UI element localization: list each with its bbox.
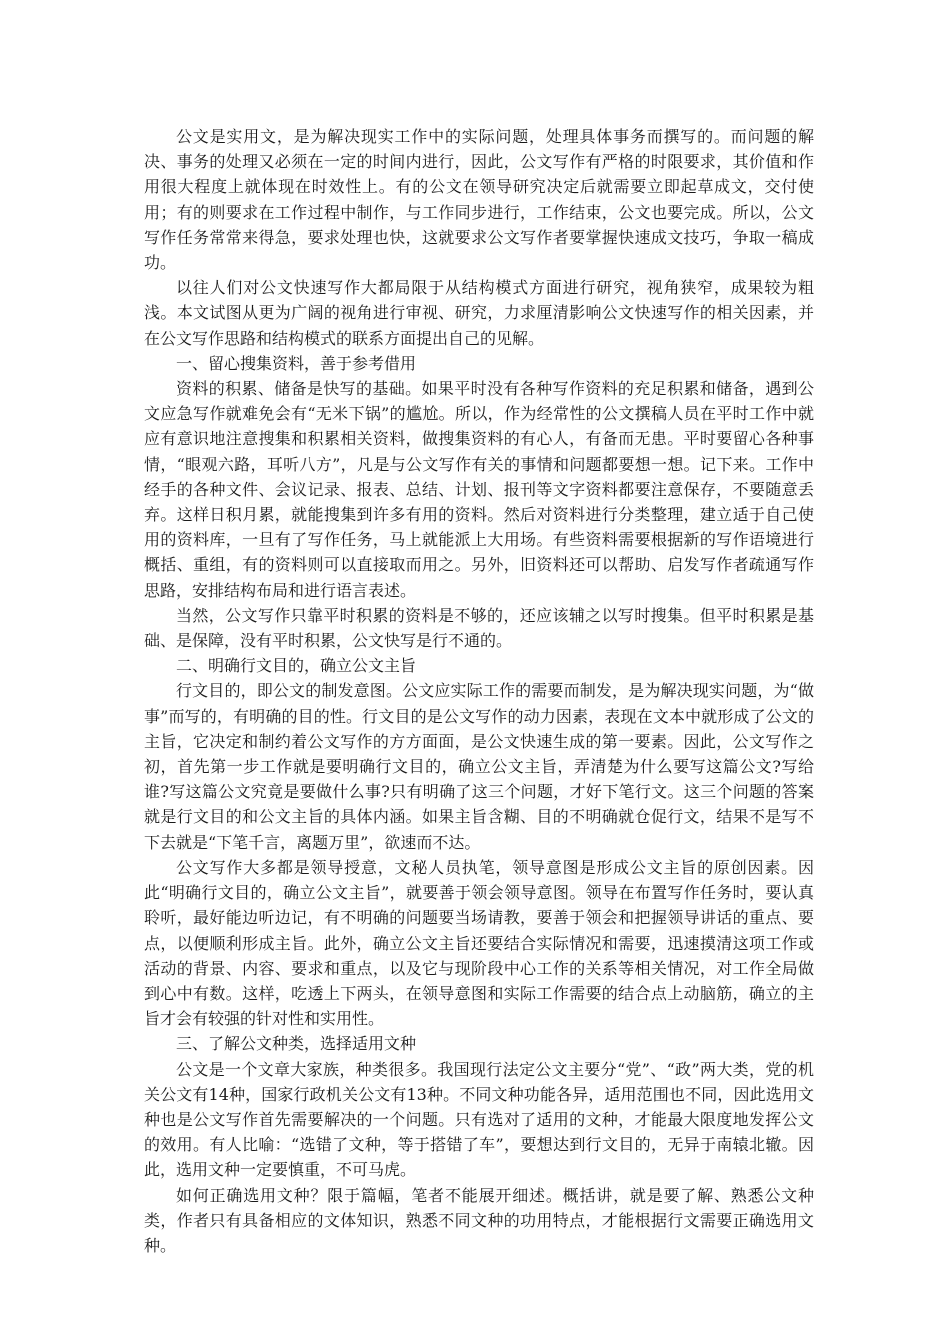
section-heading-1: 一、留心搜集资料，善于参考借用 [176, 353, 417, 373]
paragraph: 公文写作大多都是领导授意，文秘人员执笔，领导意图是形成公文主旨的原创因素。因此“明确行文目的，确立公文主旨”，就要善于领会领导意图。领导在布置写作任务时，要认真聆听，最好能边听边记，有不明确的问题要当场请教，要善于领会和把握领导讲话的重点、要点，以便顺利形成主旨。此外，确立公文主旨还要结合实际情况和需要，迅速摸清这项工作或活动的背景、内容、要求和重点，以及它与现阶段中心工作的关系等相关情况，对工作全局做到心中有数。这样，吃透上下两头，在领导意图和实际工作需要的结合点上动脑筋，确立的主旨才会有较强的针对性和实用性。 [144, 857, 814, 1029]
paragraph: 资料的积累、储备是快写的基础。如果平时没有各种写作资料的充足积累和储备，遇到公文应急写作就难免会有“无米下锅”的尴尬。所以，作为经常性的公文撰稿人员在平时工作中就应有意识地注意搜集和积累相关资料，做搜集资料的有心人，有备而无患。平时要留心各种事情，“眼观六路，耳听八方”，凡是与公文写作有关的事情和问题都要想一想。记下来。工作中经手的各种文件、会议记录、报表、总结、计划、报刊等文字资料都要注意保存，不要随意丢弃。这样日积月累，就能搜集到许多有用的资料。然后对资料进行分类整理，建立适于自己使用的资料库，一旦有了写作任务，马上就能派上大用场。有些资料需要根据新的写作语境进行概括、重组，有的资料则可以直接取而用之。另外，旧资料还可以帮助、启发写作者疏通写作思路，安排结构布局和进行语言表述。 [144, 379, 814, 600]
paragraph-intro: 公文是实用文，是为解决现实工作中的实际问题，处理具体事务而撰写的。而问题的解决、事务的处理又必须在一定的时间内进行，因此，公文写作有严格的时限要求，其价值和作用很大程度上就体现在时效性上。有的公文在领导研究决定后就需要立即起草成文，交付使用；有的则要求在工作过程中制作，与工作同步进行，工作结束，公文也要完成。所以，公文写作任务常常来得急，要求处理也快，这就要求公文写作者要掌握快速成文技巧，争取一稿成功。 [144, 127, 814, 273]
section-heading-3: 三、了解公文种类，选择适用文种 [176, 1034, 417, 1054]
paragraph: 当然，公文写作只靠平时积累的资料是不够的，还应该辅之以写时搜集。但平时积累是基础、是保障，没有平时积累，公文快写是行不通的。 [144, 605, 814, 651]
paragraph: 如何正确选用文种？限于篇幅，笔者不能展开细述。概括讲，就是要了解、熟悉公文种类，作者只有具备相应的文体知识，熟悉不同文种的功用特点，才能根据行文需要正确选用文种。 [144, 1185, 814, 1255]
paragraph: 行文目的，即公文的制发意图。公文应实际工作的需要而制发，是为解决现实问题，为“做事”而写的，有明确的目的性。行文目的是公文写作的动力因素，表现在文本中就形成了公文的主旨，它决定和制约着公文写作的方方面面，是公文快速生成的第一要素。因此，公文写作之初，首先第一步工作就是要明确行文目的，确立公文主旨，弄清楚为什么要写这篇公文?写给谁?写这篇公文究竟是要做什么事?只有明确了这三个问题，才好下笔行文。这三个问题的答案就是行文目的和公文主旨的具体内涵。如果主旨含糊、目的不明确就仓促行文，结果不是写不下去就是“下笔千言，离题万里”，欲速而不达。 [144, 681, 814, 852]
paragraph-purpose: 以往人们对公文快速写作大都局限于从结构模式方面进行研究，视角狭窄，成果较为粗浅。本文试图从更为广阔的视角进行审视、研究，力求厘清影响公文快速写作的相关因素，并在公文写作思路和结构模式的联系方面提出自己的见解。 [144, 278, 814, 348]
paragraph: 公文是一个文章大家族，种类很多。我国现行法定公文主要分“党”、“政”两大类，党的机关公文有14种，国家行政机关公文有13种。不同文种功能各异，适用范围也不同，因此选用文种也是公文写作首先需要解决的一个问题。只有选对了适用的文种，才能最大限度地发挥公文的效用。有人比喻：“选错了文种，等于搭错了车”，要想达到行文目的，无异于南辕北辙。因此，选用文种一定要慎重，不可马虎。 [144, 1059, 814, 1180]
section-heading-2: 二、明确行文目的，确立公文主旨 [176, 656, 417, 676]
document-body [144, 124, 814, 1258]
